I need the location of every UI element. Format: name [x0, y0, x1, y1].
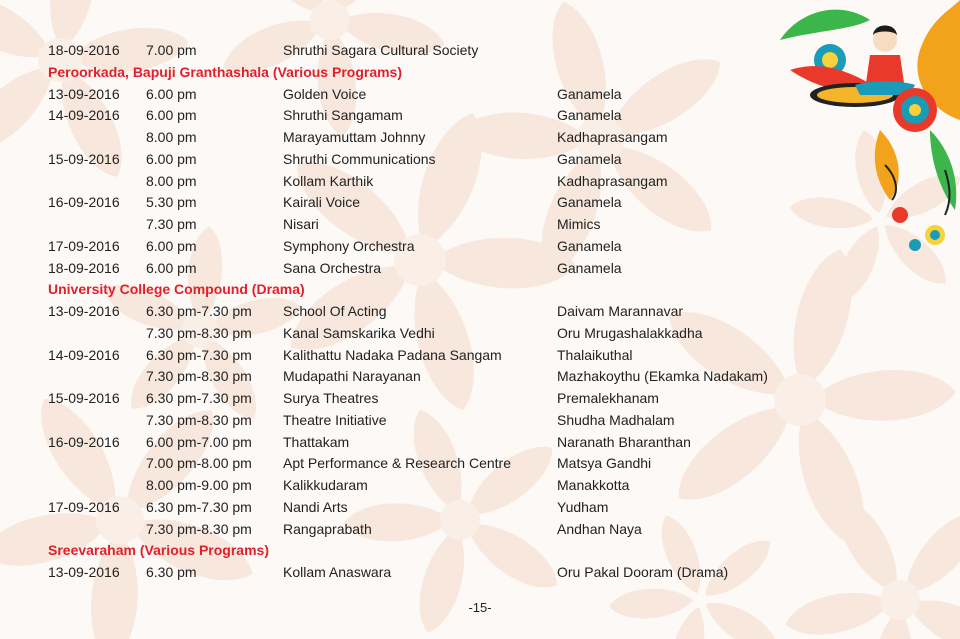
program-type: Ganamela [557, 237, 622, 254]
event-time: 6.00 pm [146, 150, 197, 167]
event-date: 15-09-2016 [48, 150, 120, 167]
schedule-row [0, 127, 960, 149]
program-type: Matsya Gandhi [557, 455, 652, 472]
event-time: 7.30 pm-8.30 pm [146, 411, 252, 428]
event-date: 14-09-2016 [48, 107, 120, 124]
performer-name: Shruthi Sangamam [283, 107, 403, 124]
schedule-row [0, 475, 960, 497]
performer-name: Golden Voice [283, 85, 367, 102]
event-time: 6.30 pm-7.30 pm [146, 346, 252, 363]
event-date: 18-09-2016 [48, 42, 120, 58]
schedule-row [0, 519, 960, 541]
performer-name: School Of Acting [283, 303, 387, 319]
event-time: 6.00 pm [146, 237, 197, 254]
performer-name: Thattakam [283, 433, 350, 450]
venue-heading [0, 62, 960, 84]
program-type: Ganamela [557, 194, 622, 211]
event-time: 7.00 pm-8.00 pm [146, 455, 252, 472]
event-date: 13-09-2016 [48, 564, 120, 580]
program-type: Shudha Madhalam [557, 411, 675, 428]
event-time: 6.00 pm [146, 85, 197, 102]
program-type: Andhan Naya [557, 520, 642, 537]
page-number: -15- [468, 600, 492, 615]
performer-name: Kollam Anaswara [283, 564, 392, 580]
performer-name: Marayamuttam Johnny [283, 129, 426, 145]
program-type: Ganamela [557, 150, 622, 167]
program-type: Oru Mrugashalakkadha [557, 324, 703, 341]
program-type: Mazhakoythu (Ekamka Nadakam) [557, 368, 768, 385]
program-type: Ganamela [557, 85, 622, 102]
program-type: Naranath Bharanthan [557, 433, 691, 450]
program-type: Oru Pakal Dooram (Drama) [557, 564, 729, 580]
event-time: 7.30 pm [146, 216, 197, 232]
performer-name: Kairali Voice [283, 194, 361, 211]
event-date: 16-09-2016 [48, 194, 120, 211]
schedule-row [0, 149, 960, 171]
schedule-row [0, 562, 960, 584]
venue-heading [0, 279, 960, 301]
schedule-row [0, 301, 960, 323]
performer-name: Mudapathi Narayanan [283, 368, 421, 385]
schedule-row [0, 410, 960, 432]
schedule-row [0, 40, 960, 62]
event-time: 7.30 pm-8.30 pm [146, 520, 252, 537]
program-type: Kadhaprasangam [557, 129, 668, 145]
event-time: 6.00 pm-7.00 pm [146, 433, 252, 450]
performer-name: Apt Performance & Research Centre [283, 455, 511, 472]
program-type: Thalaikuthal [557, 346, 633, 363]
performer-name: Surya Theatres [283, 390, 379, 406]
schedule-row [0, 214, 960, 236]
event-time: 8.00 pm [146, 172, 197, 189]
event-time: 7.30 pm-8.30 pm [146, 324, 252, 341]
venue-heading-text: University College Compound (Drama) [48, 281, 305, 298]
event-time: 7.00 pm [146, 42, 197, 58]
program-type: Ganamela [557, 107, 622, 124]
performer-name: Rangaprabath [283, 520, 372, 537]
performer-name: Theatre Initiative [283, 411, 387, 428]
program-type: Premalekhanam [557, 390, 659, 406]
schedule-row [0, 192, 960, 214]
event-time: 8.00 pm [146, 129, 197, 145]
schedule-row [0, 388, 960, 410]
event-time: 6.00 pm [146, 107, 197, 124]
venue-heading-text: Sreevaraham (Various Programs) [48, 542, 269, 559]
program-type: Kadhaprasangam [557, 172, 668, 189]
event-date: 16-09-2016 [48, 433, 120, 450]
schedule-table [0, 40, 960, 584]
schedule-row [0, 497, 960, 519]
venue-heading-text: Peroorkada, Bapuji Granthashala (Various Programs) [48, 63, 402, 80]
performer-name: Shruthi Sagara Cultural Society [283, 42, 479, 58]
event-time: 6.30 pm [146, 564, 197, 580]
performer-name: Sana Orchestra [283, 259, 382, 276]
event-time: 6.30 pm-7.30 pm [146, 303, 252, 319]
event-time: 6.30 pm-7.30 pm [146, 498, 252, 515]
performer-name: Kalithattu Nadaka Padana Sangam [283, 346, 502, 363]
schedule-row [0, 258, 960, 280]
program-type: Yudham [557, 498, 609, 515]
program-type: Mimics [557, 216, 601, 232]
program-type: Manakkotta [557, 477, 630, 493]
performer-name: Kollam Karthik [283, 172, 374, 189]
performer-name: Shruthi Communications [283, 150, 436, 167]
performer-name: Kanal Samskarika Vedhi [283, 324, 435, 341]
schedule-row [0, 345, 960, 367]
event-time: 7.30 pm-8.30 pm [146, 368, 252, 385]
schedule-row [0, 105, 960, 127]
event-date: 17-09-2016 [48, 237, 120, 254]
program-type: Ganamela [557, 259, 622, 276]
schedule-row [0, 84, 960, 106]
schedule-row [0, 323, 960, 345]
event-date: 17-09-2016 [48, 498, 120, 515]
event-date: 15-09-2016 [48, 390, 120, 406]
event-date: 14-09-2016 [48, 346, 120, 363]
performer-name: Nisari [283, 216, 319, 232]
schedule-row [0, 366, 960, 388]
venue-heading [0, 540, 960, 562]
event-time: 5.30 pm [146, 194, 197, 211]
schedule-row [0, 236, 960, 258]
program-type: Daivam Marannavar [557, 303, 684, 319]
schedule-row [0, 432, 960, 454]
performer-name: Symphony Orchestra [283, 237, 415, 254]
performer-name: Nandi Arts [283, 498, 348, 515]
event-date: 13-09-2016 [48, 303, 120, 319]
performer-name: Kalikkudaram [283, 477, 368, 493]
event-date: 18-09-2016 [48, 259, 120, 276]
schedule-row [0, 171, 960, 193]
event-time: 6.00 pm [146, 259, 197, 276]
event-date: 13-09-2016 [48, 85, 120, 102]
event-time: 6.30 pm-7.30 pm [146, 390, 252, 406]
event-time: 8.00 pm-9.00 pm [146, 477, 252, 493]
schedule-row [0, 453, 960, 475]
